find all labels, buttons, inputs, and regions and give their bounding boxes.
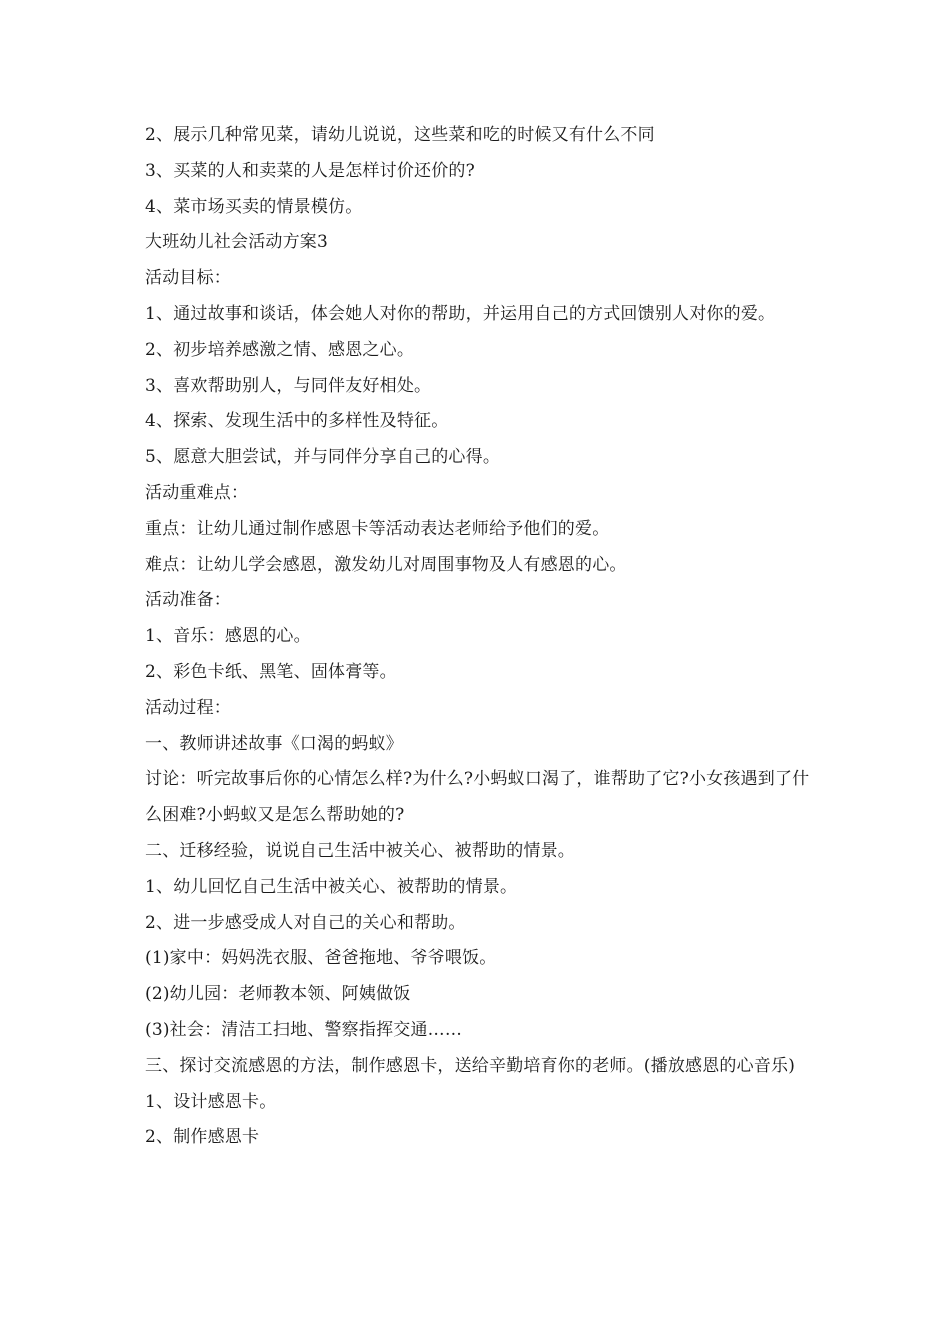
paragraph: 一、教师讲述故事《口渴的蚂蚁》: [145, 733, 403, 754]
document-page: [145, 118, 810, 1156]
paragraph: 2、展示几种常见菜，请幼儿说说，这些菜和吃的时候又有什么不同: [145, 125, 655, 145]
paragraph: 二、迁移经验，说说自己生活中被关心、被帮助的情景。: [145, 840, 575, 861]
paragraph: (2)幼儿园：老师教本领、阿姨做饭: [145, 984, 411, 1005]
paragraph: 4、探索、发现生活中的多样性及特征。: [145, 411, 449, 432]
paragraph: 讨论：听完故事后你的心情怎么样?为什么?小蚂蚁口渴了，谁帮助了它?小女孩遇到了什么困难?小蚂蚁又是怎么帮助她的?: [145, 769, 810, 826]
paragraph: 难点：让幼儿学会感恩，激发幼儿对周围事物及人有感恩的心。: [145, 554, 627, 575]
paragraph: 1、通过故事和谈话，体会她人对你的帮助，并运用自己的方式回馈别人对你的爱。: [145, 303, 776, 324]
paragraph: 3、买菜的人和卖菜的人是怎样讨价还价的?: [145, 160, 475, 181]
subheading: 活动准备：: [145, 590, 231, 611]
paragraph: 5、愿意大胆尝试，并与同伴分享自己的心得。: [145, 447, 501, 468]
paragraph: 4、菜市场买卖的情景模仿。: [145, 196, 363, 217]
section-heading: 大班幼儿社会活动方案3: [145, 232, 329, 253]
paragraph: 2、进一步感受成人对自己的关心和帮助。: [145, 912, 466, 933]
paragraph: 3、喜欢帮助别人，与同伴友好相处。: [145, 375, 432, 396]
paragraph: 三、探讨交流感恩的方法，制作感恩卡，送给辛勤培育你的老师。(播放感恩的心音乐): [145, 1055, 796, 1076]
paragraph: (3)社会：清洁工扫地、警察指挥交通……: [145, 1019, 463, 1040]
subheading: 活动过程：: [145, 697, 231, 718]
subheading: 活动目标：: [145, 268, 231, 289]
paragraph: 2、彩色卡纸、黑笔、固体膏等。: [145, 661, 397, 682]
paragraph: 1、设计感恩卡。: [145, 1091, 277, 1112]
paragraph: 1、音乐：感恩的心。: [145, 626, 311, 647]
paragraph: (1)家中：妈妈洗衣服、爸爸拖地、爷爷喂饭。: [145, 948, 497, 969]
paragraph: 1、幼儿回忆自己生活中被关心、被帮助的情景。: [145, 876, 518, 897]
paragraph: 重点：让幼儿通过制作感恩卡等活动表达老师给予他们的爱。: [145, 518, 610, 539]
paragraph: 2、制作感恩卡: [145, 1127, 260, 1148]
subheading: 活动重难点：: [145, 482, 249, 503]
paragraph: 2、初步培养感激之情、感恩之心。: [145, 339, 415, 360]
